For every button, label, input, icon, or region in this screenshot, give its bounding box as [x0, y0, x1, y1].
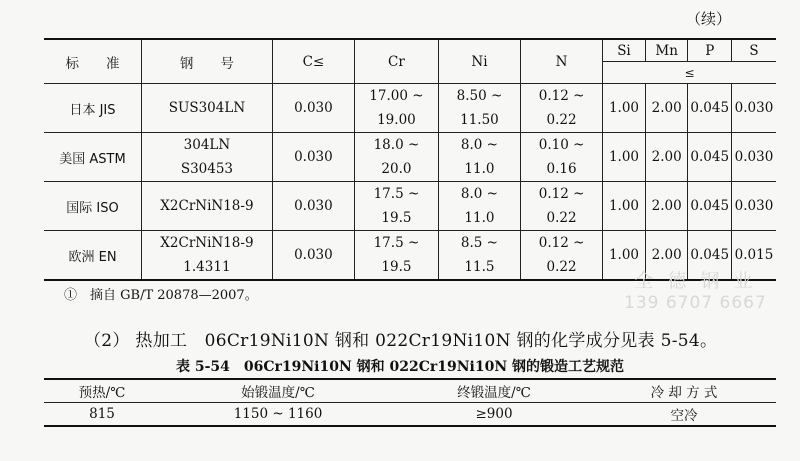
- cell-value-line: S30453: [180, 161, 234, 177]
- chemical-composition-table: [44, 38, 776, 281]
- cell-mn: 2.00: [645, 133, 688, 182]
- cell-n: [521, 133, 603, 182]
- cell-start-forging: 1150 ~ 1160: [233, 406, 323, 422]
- header-start-forging: 始锻温度/℃: [160, 379, 396, 403]
- cell-standard: 欧洲 EN: [44, 231, 142, 281]
- header-c: C≤: [272, 39, 354, 84]
- continued-label: （续）: [686, 10, 732, 28]
- footnote: ① 摘自 GB/T 20878—2007。: [64, 288, 258, 303]
- cell-value-line: 19.00: [377, 112, 416, 128]
- cell-value-line: 0.22: [546, 259, 577, 275]
- table-caption: 表 5-54 06Cr19Ni10N 钢和 022Cr19Ni10N 钢的锻造工艺规范: [175, 359, 625, 375]
- header-mn: Mn: [645, 39, 688, 62]
- cell-s: 0.015: [732, 231, 776, 281]
- cell-ni: [438, 231, 520, 281]
- cell-n: [521, 84, 603, 133]
- cell-c: 0.030: [272, 84, 354, 133]
- cell-value-line: 17.00 ~: [369, 88, 424, 104]
- header-p: P: [688, 39, 732, 62]
- cell-cr: [354, 231, 438, 281]
- header-cr: Cr: [354, 39, 438, 84]
- cell-s: 0.030: [732, 182, 776, 231]
- header-preheat: 预热/℃: [44, 379, 160, 403]
- cell-value-line: 8.0 ~: [460, 186, 498, 202]
- cell-value-line: 0.10 ~: [538, 137, 585, 153]
- paragraph-hot-working: （2） 热加工 06Cr19Ni10N 钢和 022Cr19Ni10N 钢的化学成分见表 5-54。: [84, 331, 718, 351]
- header-si: Si: [603, 39, 646, 62]
- cell-si: 1.00: [603, 133, 646, 182]
- cell-mn: 2.00: [645, 182, 688, 231]
- cell-value-line: 1.4311: [183, 259, 231, 275]
- table-row: [44, 84, 776, 133]
- header-cooling: 冷 却 方 式: [592, 379, 776, 403]
- cell-value-line: 304LN: [183, 137, 231, 153]
- cell-c: 0.030: [272, 231, 354, 281]
- cell-standard: 国际 ISO: [44, 182, 142, 231]
- header-standard: 标 准: [44, 39, 142, 84]
- header-n: N: [521, 39, 603, 84]
- watermark-line1: 全 德 钢 业: [634, 270, 757, 292]
- cell-grade: [142, 231, 273, 281]
- cell-si: 1.00: [603, 231, 646, 281]
- cell-finish-forging: ≥900: [475, 406, 513, 422]
- cell-cr: [354, 133, 438, 182]
- cell-value-line: 19.5: [381, 210, 412, 226]
- cell-p: 0.045: [688, 84, 732, 133]
- cell-ni: [438, 182, 520, 231]
- header-ni: Ni: [438, 39, 520, 84]
- cell-value-line: 0.12 ~: [538, 186, 585, 202]
- cell-grade: [142, 133, 273, 182]
- cell-value-line: 17.5 ~: [373, 235, 420, 251]
- cell-value-line: 19.5: [381, 259, 412, 275]
- forging-spec-table: [44, 378, 776, 427]
- cell-ni: [438, 84, 520, 133]
- cell-si: 1.00: [603, 182, 646, 231]
- cell-si: 1.00: [603, 84, 646, 133]
- cell-p: 0.045: [688, 182, 732, 231]
- cell-value-line: 0.12 ~: [538, 88, 585, 104]
- cell-cooling: 空冷: [670, 408, 698, 424]
- cell-mn: 2.00: [645, 231, 688, 281]
- cell-cr: [354, 84, 438, 133]
- cell-c: 0.030: [272, 182, 354, 231]
- header-s: S: [732, 39, 776, 62]
- cell-value-line: 11.0: [464, 161, 495, 177]
- table-row: [44, 133, 776, 182]
- cell-grade: X2CrNiN18-9: [142, 182, 273, 231]
- cell-s: 0.030: [732, 133, 776, 182]
- table-row: [44, 182, 776, 231]
- header-leq: ≤: [603, 62, 776, 84]
- cell-ni: [438, 133, 520, 182]
- cell-value-line: 8.5 ~: [460, 235, 498, 251]
- cell-value-line: 20.0: [381, 161, 412, 177]
- cell-value-line: 0.22: [546, 112, 577, 128]
- cell-value-line: 11.50: [460, 112, 499, 128]
- table-row: [44, 403, 776, 427]
- watermark: [624, 270, 767, 314]
- cell-preheat: 815: [89, 406, 115, 422]
- cell-value-line: 0.22: [546, 210, 577, 226]
- header-grade: 钢 号: [142, 39, 273, 84]
- header-finish-forging: 终锻温度/℃: [396, 379, 592, 403]
- cell-value-line: 0.12 ~: [538, 235, 585, 251]
- cell-standard: 日本 JIS: [44, 84, 142, 133]
- cell-value-line: 11.0: [464, 210, 495, 226]
- cell-grade: SUS304LN: [142, 84, 273, 133]
- cell-p: 0.045: [688, 231, 732, 281]
- cell-value-line: X2CrNiN18-9: [160, 235, 254, 251]
- cell-p: 0.045: [688, 133, 732, 182]
- cell-n: [521, 182, 603, 231]
- cell-value-line: 8.0 ~: [460, 137, 498, 153]
- cell-value-line: 8.50 ~: [456, 88, 503, 104]
- cell-cr: [354, 182, 438, 231]
- cell-value-line: 17.5 ~: [373, 186, 420, 202]
- cell-s: 0.030: [732, 84, 776, 133]
- watermark-line2: 139 6707 6667: [624, 293, 767, 313]
- cell-value-line: 18.0 ~: [373, 137, 420, 153]
- cell-c: 0.030: [272, 133, 354, 182]
- cell-mn: 2.00: [645, 84, 688, 133]
- cell-value-line: 11.5: [464, 259, 495, 275]
- cell-standard: 美国 ASTM: [44, 133, 142, 182]
- cell-value-line: 0.16: [546, 161, 577, 177]
- cell-n: [521, 231, 603, 281]
